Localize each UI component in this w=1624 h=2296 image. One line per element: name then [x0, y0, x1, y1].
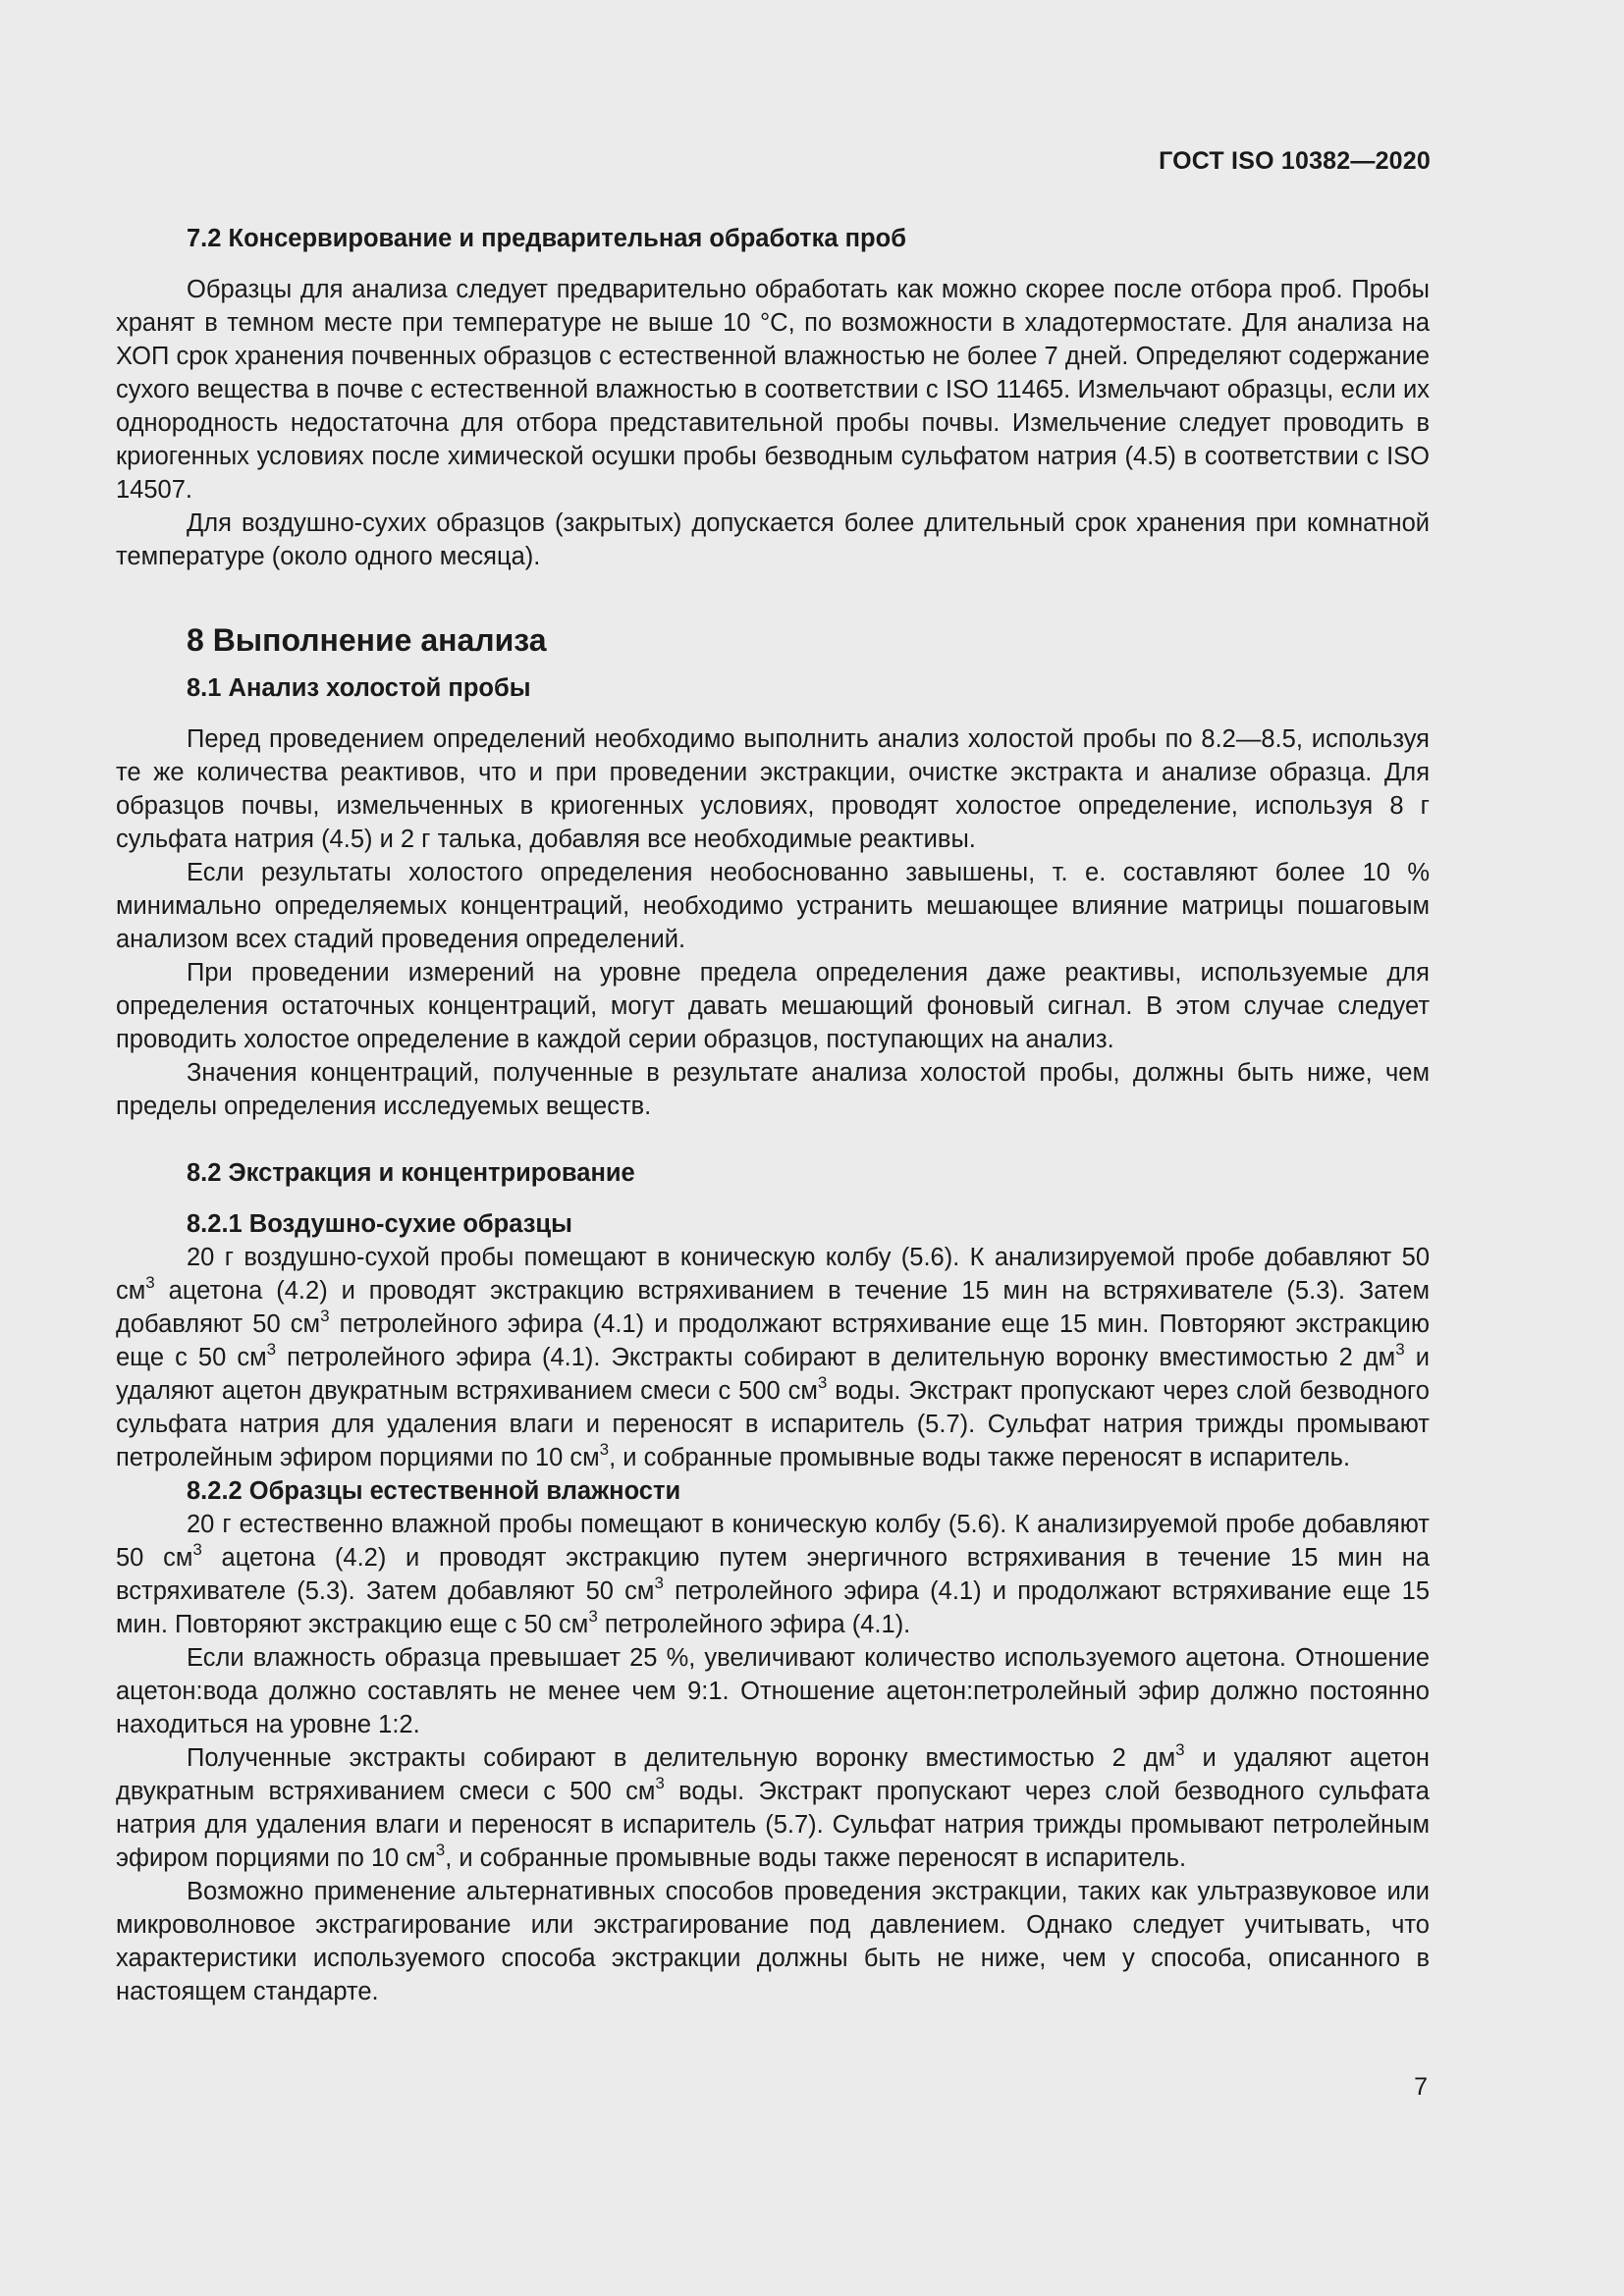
superscript: 3	[588, 1606, 598, 1626]
paragraph: Если результаты холостого определения необоснованно завышены, т. е. составляют более 10 % минимально определяемых концентраций, необходимо устранить мешающее влияние матрицы пошаговым анализом всех стадий проведения определений.	[116, 859, 1430, 953]
page-number: 7	[1414, 2073, 1428, 2101]
paragraph: Полученные экстракты собирают в делительную воронку вместимостью 2 $дм^3$ и удаляют ацетон двукратным встряхиванием смеси с 500 $см^3$ воды. Экстракт пропускают через слой безводного сульфата натрия для удаления влаги и переносят в испаритель (5.7). Сульфат натрия трижды промывают петролейным эфиром порциями по 10 $см^3$, и собранные промывные воды также переносят в испаритель.	[116, 1739, 1430, 1872]
superscript: 3	[599, 1439, 610, 1459]
superscript: 3	[817, 1372, 828, 1392]
document-body	[116, 222, 1430, 2008]
paragraph: Для воздушно-сухих образцов (закрытых) допускается более длительный срок хранения при комнатной температуре (около одного месяца).	[116, 509, 1430, 570]
document-code-header: ГОСТ ISO 10382—2020	[1159, 147, 1431, 175]
superscript: 3	[320, 1306, 330, 1325]
paragraph: 20 г естественно влажной пробы помещают в коническую колбу (5.6). К анализируемой пробе добавляют 50 $см^3$ ацетона (4.2) и проводят экстракцию путем энергичного встряхивания в течение 15 мин на встряхивателе (5.3). Затем добавляют 50 $см^3$ петролейного эфира (4.1) и продолжают встряхивание еще 15 мин. Повторяют экстракцию еще с 50 $см^3$ петролейного эфира (4.1).	[116, 1511, 1431, 1638]
section-8-2-title: 8.2 Экстракция и концентрирование	[187, 1159, 635, 1187]
paragraph: Значения концентраций, полученные в результате анализа холостой пробы, должны быть ниже, чем пределы определения исследуемых веществ.	[116, 1059, 1430, 1120]
paragraph: Если влажность образца превышает 25 %, увеличивают количество используемого ацетона. Отношение ацетон:вода должно составлять не менее чем 9:1. Отношение ацетон:петролейный эфир должно постоянно находиться на уровне 1:2.	[116, 1644, 1430, 1738]
paragraph: Образцы для анализа следует предварительно обработать как можно скорее после отбора проб. Пробы хранят в темном месте при температуре не выше 10 °C, по возможности в хладотермостате. Для анализа на ХОП срок хранения почвенных образцов с естественной влажностью не более 7 дней. Определяют содержание сухого вещества в почве с естественной влажностью в соответствии с ISO 11465. Измельчают образцы, если их однородность недостаточна для отбора представительной пробы почвы. Измельчение следует проводить в криогенных условиях после химической осушки пробы безводным сульфатом натрия (4.5) в соответствии с ISO 14507.	[116, 276, 1430, 504]
paragraph: При проведении измерений на уровне предела определения даже реактивы, используемые для определения остаточных концентраций, могут давать мешающий фоновый сигнал. В этом случае следует проводить холостое определение в каждой серии образцов, поступающих на анализ.	[116, 959, 1430, 1053]
section-8-2-1-title: 8.2.1 Воздушно-сухие образцы	[187, 1210, 572, 1238]
superscript: 3	[192, 1539, 202, 1559]
superscript: 3	[1175, 1739, 1185, 1759]
section-8-title: 8 Выполнение анализа	[187, 622, 547, 658]
paragraph: Перед проведением определений необходимо выполнить анализ холостой пробы по 8.2—8.5, используя те же количества реактивов, что и при проведении экстракции, очистке экстракта и анализе образца. Для образцов почвы, измельченных в криогенных условиях, проводят холостое определение, используя 8 г сульфата натрия (4.5) и 2 г талька, добавляя все необходимые реактивы.	[116, 725, 1430, 853]
paragraph: Возможно применение альтернативных способов проведения экстракции, таких как ультразвуковое или микроволновое экстрагирование или экстрагирование под давлением. Однако следует учитывать, что характеристики используемого способа экстракции должны быть не ниже, чем у способа, описанного в настоящем стандарте.	[116, 1878, 1430, 2005]
superscript: 3	[655, 1773, 665, 1792]
superscript: 3	[654, 1573, 664, 1592]
section-8-2-2-title: 8.2.2 Образцы естественной влажности	[187, 1477, 681, 1505]
paragraph: 20 г воздушно-сухой пробы помещают в коническую колбу (5.6). К анализируемой пробе добавляют 50 $см^3$ ацетона (4.2) и проводят экстракцию встряхиванием в течение 15 мин на встряхивателе (5.3). Затем добавляют 50 $см^3$ петролейного эфира (4.1) и продолжают встряхивание еще 15 мин. Повторяют экстракцию еще с 50 $см^3$ петролейного эфира (4.1). Экстракты собирают в делительную воронку вместимостью 2 $дм^3$ и удаляют ацетон двукратным встряхиванием смеси с 500 $см^3$ воды. Экстракт пропускают через слой безводного сульфата натрия для удаления влаги и переносят в испаритель (5.7). Сульфат натрия трижды промывают петролейным эфиром порциями по 10 $см^3$, и собранные промывные воды также переносят в испаритель.	[116, 1244, 1430, 1471]
superscript: 3	[435, 1840, 446, 1859]
superscript: 3	[266, 1339, 277, 1359]
superscript: 3	[1395, 1339, 1405, 1359]
section-8-1-title: 8.1 Анализ холостой пробы	[187, 674, 531, 702]
section-7-2-title: 7.2 Консервирование и предварительная обработка проб	[187, 225, 906, 252]
superscript: 3	[145, 1272, 155, 1292]
